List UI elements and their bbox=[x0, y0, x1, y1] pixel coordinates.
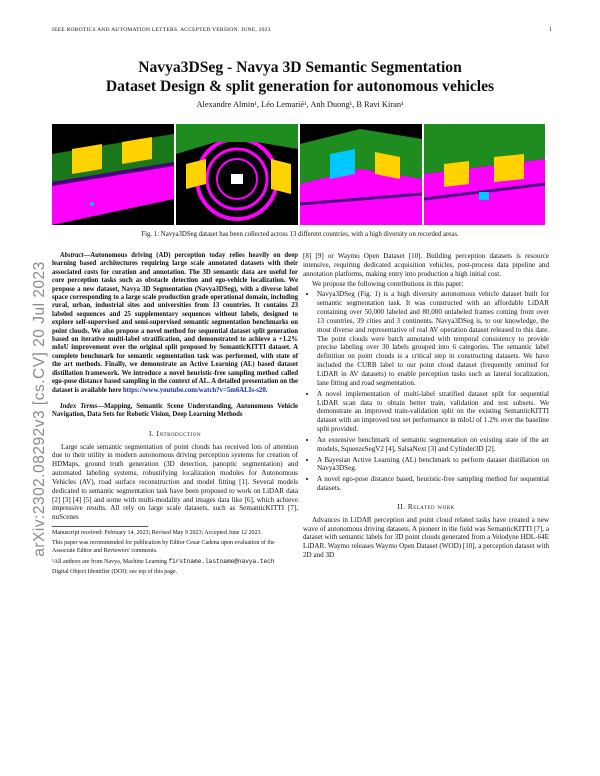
figure-panel-1 bbox=[52, 124, 174, 225]
paper-title-line-2: Dataset Design & split generation for autonomous vehicles bbox=[105, 78, 495, 95]
footnote-rule bbox=[52, 526, 148, 527]
introduction-paragraph: Large scale semantic segmentation of point clouds has received lots of attention due to their utility in modern autonomous driving perception systems for creation of HDMaps, ground truth generation (3D detection, panoptic segmentation) and automated labeling systems, robustifying localization modules for Autonomous Vehicles (AV), road surface reconstruction and model fitting [1]. Several models dedicated to semantic segmentation task have been proposed to work on LiDAR data [2] [3] [4] [5] and some with multi-modality and images data like [6], which achieve impressive results. All rely on large scale datasets, such as SemanticKITTI [7], nuScenes bbox=[52, 442, 298, 522]
related-work-paragraph: Advances in LiDAR perception and point cloud related tasks have created a new wave of autonomous driving datasets. A pioneer in the field was SemanticKITTI [7], a dataset with semantic labels for 3D point clouds generated from a Velodyne HDL-64E LiDAR. Waymo releases Waymo Open Dataset (WOD) [10], a perception dataset with 2D and 3D bbox=[303, 515, 549, 560]
figure-panel-3 bbox=[300, 124, 422, 225]
contribution-item: • A novel implementation of multi-label stratified dataset split for sequential LiDAR scan data to obtain better train, validation and test subsets. We demonstrate an improved train-validation split on the existing SemanticKITTI dataset with an improved test set performance in mIoU of 1.2% over the baseline split provided. bbox=[317, 390, 549, 434]
author-list: Alexandre Almin¹, Léo Lemarié¹, Anh Duong¹, B Ravi Kiran¹ bbox=[196, 100, 404, 109]
video-link[interactable]: https://www.youtube.com/watch?v=5m6ALIs-s20 bbox=[122, 386, 266, 394]
index-terms bbox=[52, 403, 298, 420]
left-column bbox=[52, 252, 298, 577]
footnote-manuscript: Manuscript received: February 14, 2023; Revised May 9 2023; Accepted June 12 2023. bbox=[52, 530, 262, 537]
section-2-heading: II. Related work bbox=[397, 501, 455, 511]
figure-1-image-strip bbox=[52, 124, 547, 225]
footnote-email: firstname.lastname@navya.tech bbox=[168, 558, 275, 566]
introduction-continued: [8] [9] or Waymo Open Dataset [10]. Building perception datasets is resource intensive, requiring dedicated acquisition vehicles, post-process data pipeline and annotation platforms, making entry into production a high initial cost. bbox=[303, 252, 549, 278]
contribution-item: • An extensive benchmark of semantic segmentation on existing state of the art models, SqueezeSegV2 [4], SalsaNext [3] and Cylinder3D [2]. bbox=[317, 436, 549, 454]
figure-1-caption: Fig. 1: Navya3DSeg dataset has been collected across 13 different countries, with a high diversity on recorded areas. bbox=[141, 231, 459, 238]
contribution-item: • A novel ego-pose distance based, heuristic-free sampling method for sequential datasets. bbox=[317, 475, 549, 493]
figure-panel-4 bbox=[424, 124, 545, 225]
page-number: 1 bbox=[549, 27, 552, 33]
abstract-text: —Autonomous driving (AD) perception today relies heavily on deep learning based architectures requiring large scale annotated datasets with their associated costs for curation and annotation. The 3D semantic data are useful for core perception tasks such as obstacle detection and ego-vehicle localization. We propose a new dataset, Navya 3D Segmentation (Navya3DSeg), with a diverse label space corresponding to a large scale production grade operational domain, including rural, urban, industrial sites and universities from 13 countries. It contains 23 labeled sequences and 25 supplementary sequences without labels, designed to explore self-supervised and semi-supervised semantic segmentation benchmarks on point clouds. We also propose a novel method for sequential dataset split generation based on iterative multi-label stratification, and demonstrated to achieve a +1.2% mIoU improvement over the original split proposed by SemanticKITTI dataset. A complete benchmark for semantic segmentation task was performed, with state of the art methods. Finally, we demonstrate an Active Learning (AL) based dataset distillation framework. We introduce a novel heuristic-free sampling method called ego-pose distance based sampling in the context of AL. A detailed presentation on the dataset is available here bbox=[52, 252, 298, 394]
index-terms-text: —Mapping, Semantic Scene Understanding, Autonomous Vehicle Navigation, Data Sets for Robotic Vision, Deep Learning Methods bbox=[52, 402, 298, 419]
paper-title-line-1: Navya3DSeg - Navya 3D Semantic Segmentation bbox=[138, 59, 462, 76]
footnote-doi: Digital Object Identifier (DOI): see top of this page. bbox=[52, 569, 178, 576]
index-terms-label: Index Terms bbox=[60, 402, 98, 410]
arxiv-identifier: arXiv:2302.08292v3 [cs.CV] 20 Jul 2023 bbox=[31, 261, 48, 557]
abstract-end: . bbox=[265, 386, 268, 394]
section-1-heading: I. Introduction bbox=[148, 428, 202, 438]
footnote-affiliation bbox=[52, 558, 298, 566]
footnote-recommendation: This paper was recommended for publication by Editor Cesar Cadena upon evaluation of the Associate Editor and Reviewers' comments. bbox=[52, 540, 275, 554]
right-column bbox=[303, 252, 549, 560]
abstract bbox=[52, 252, 298, 395]
figure-panel-2 bbox=[176, 124, 298, 225]
contributions-lead: We propose the following contributions in this paper: bbox=[312, 279, 464, 288]
abstract-label: Abstract bbox=[60, 252, 84, 259]
running-header: IEEE ROBOTICS AND AUTOMATION LETTERS. ACCEPTED VERSION. JUNE, 2023 bbox=[52, 27, 271, 33]
contributions-list bbox=[303, 290, 549, 493]
footnote-affiliation-text: ¹All authors are from Navya, Machine Learning bbox=[52, 559, 167, 566]
contribution-item: • Navya3DSeg (Fig. 1) is a high diversity autonomous vehicle dataset built for semantic segmentation task. It was constructed with an affordable LiDAR containing over 50,000 labeled and 80,000 unlabeled frames coming from over 13 countries, 39 cities and 3 continents. Navya3DSeg is, to our knowledge, the most diverse and representative of real AV operation dataset released to this date. The point clouds were batch annotated with temporal consistency to provide precise labeling over 30 labels grouped into 6 categories. The semantic label definition on point clouds is a critical step in constructing datasets. We have included the CURB label to our point cloud dataset (frequently omitted for LiDAR in AV datasets) to enable perception tasks such as lateral localization, lane fitting and road segmentation. bbox=[317, 290, 549, 387]
contribution-item: • A Bayesian Active Learning (AL) benchmark to perform dataset distillation on Navya3DSeg. bbox=[317, 456, 549, 474]
